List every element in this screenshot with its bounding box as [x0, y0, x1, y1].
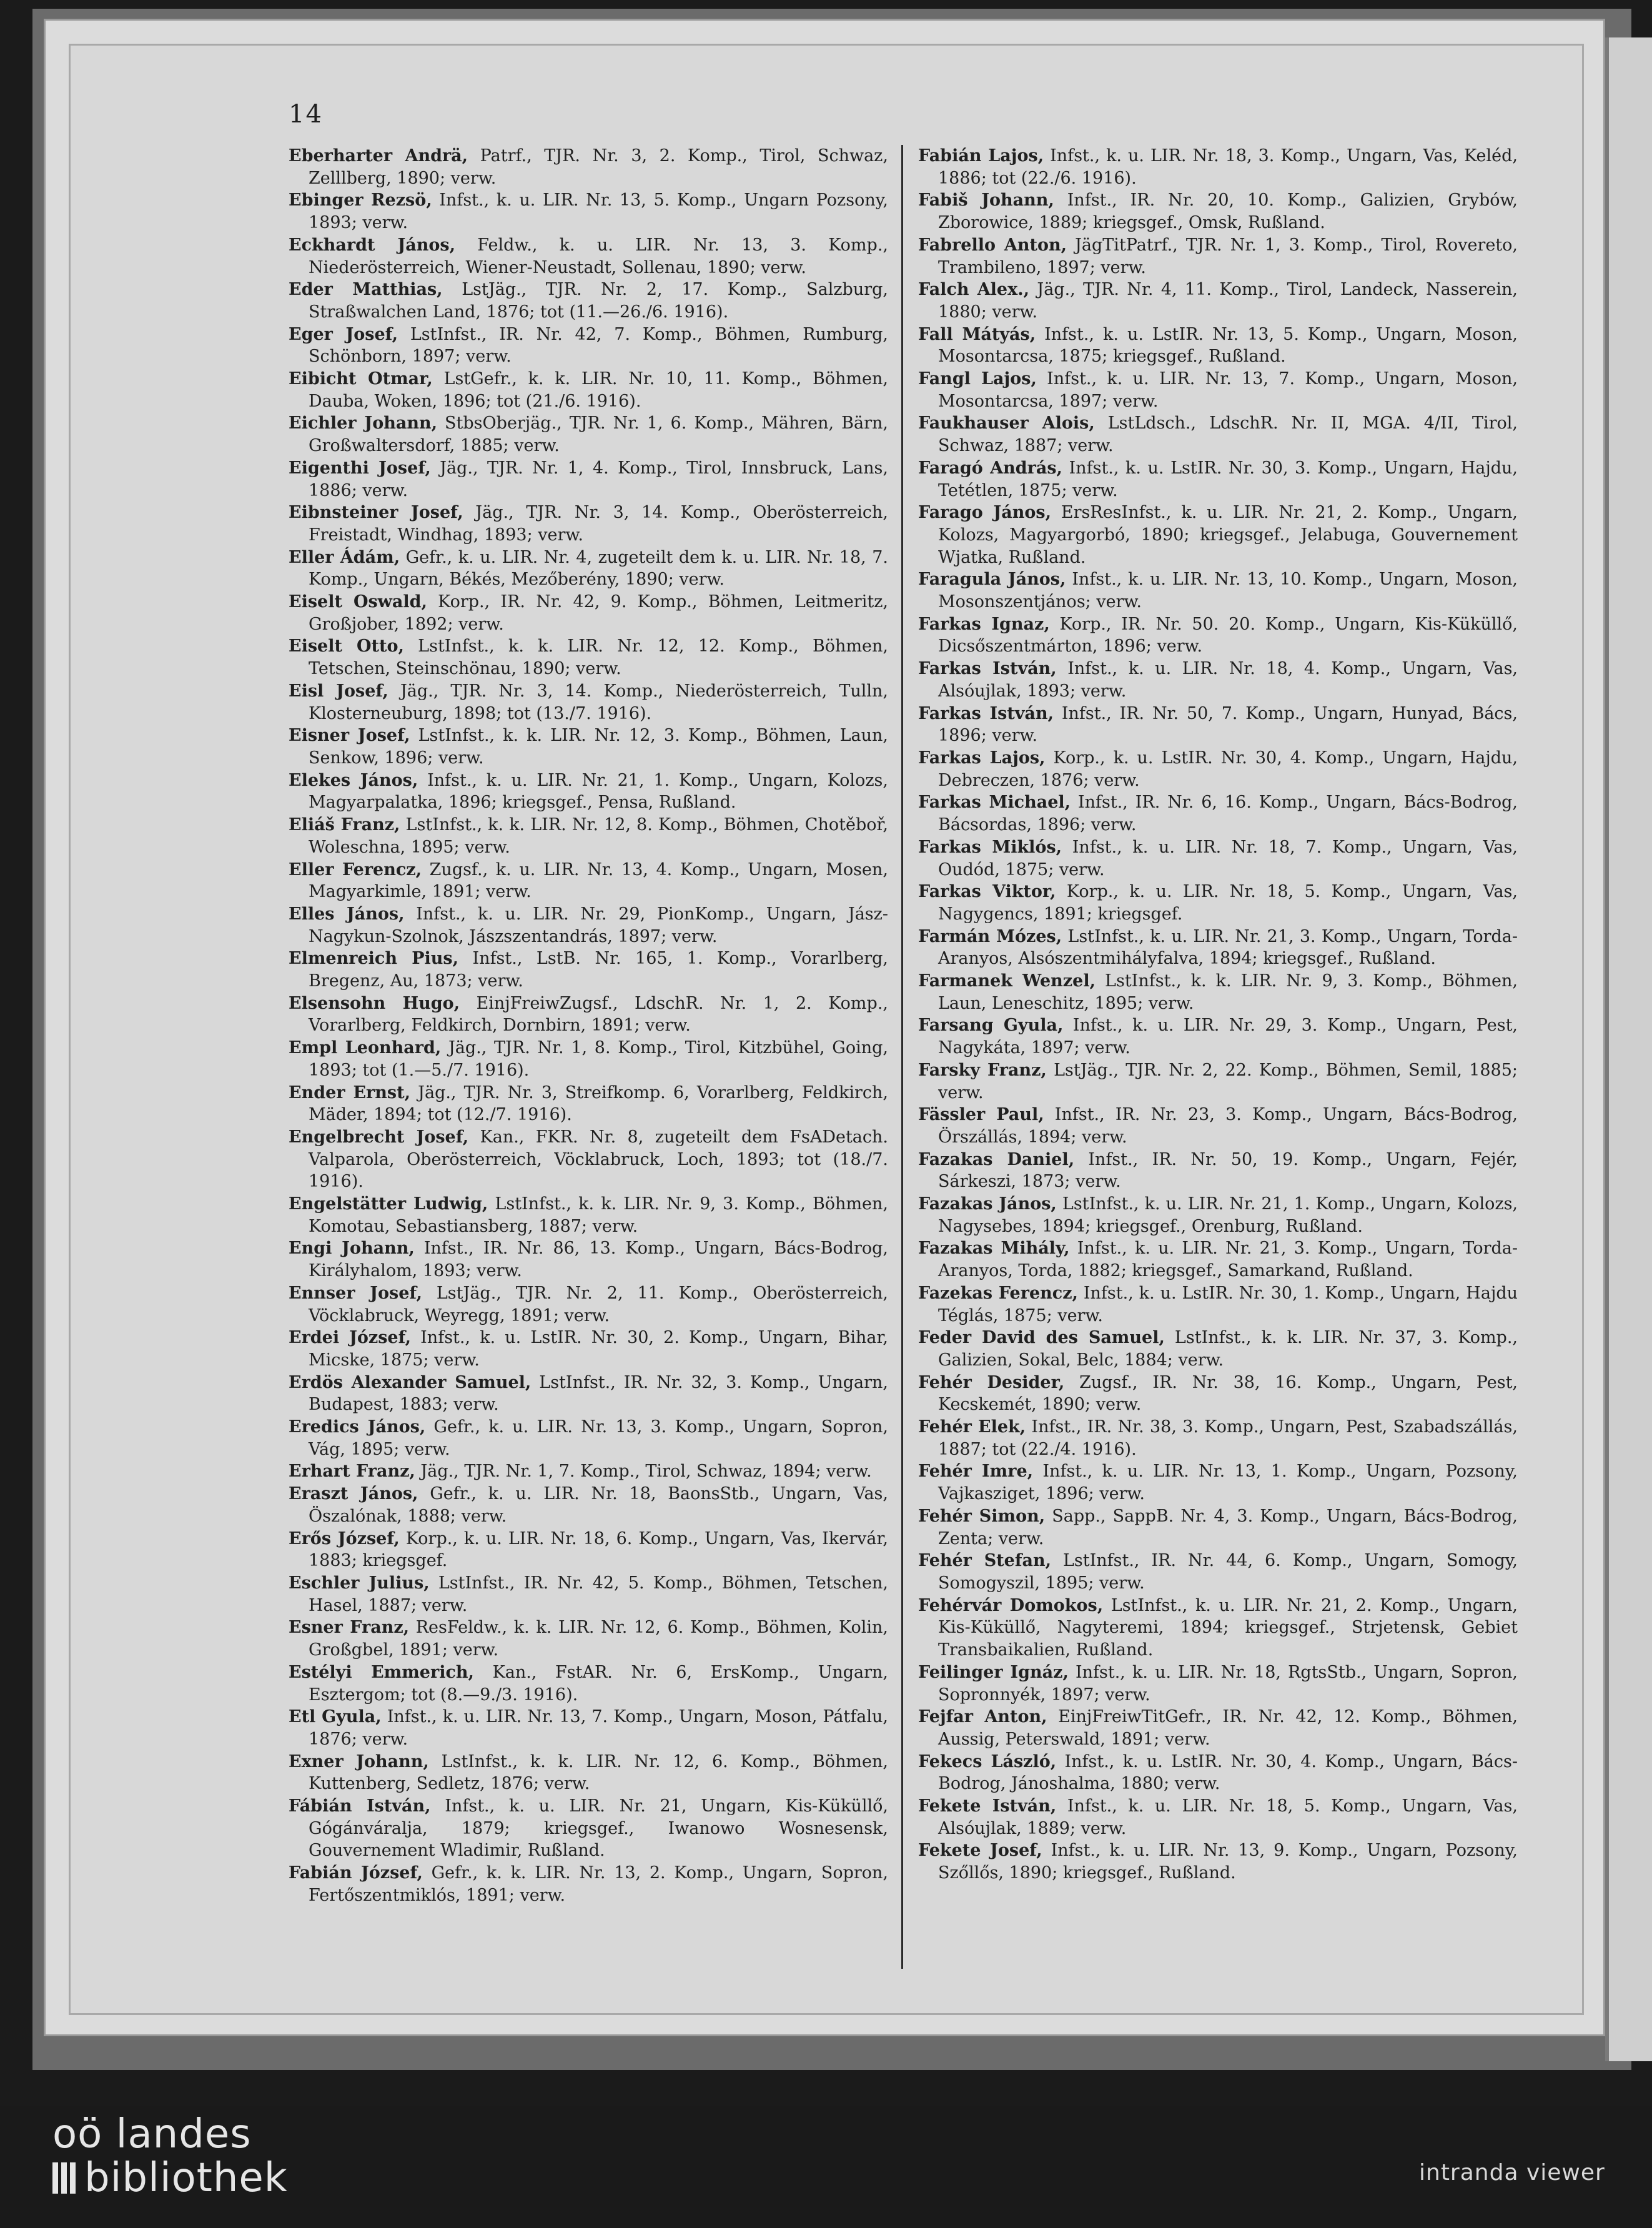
list-item: [918, 1751, 1518, 1795]
list-item: [289, 1126, 888, 1193]
entry-details: Korp., k. u. LIR. Nr. 18, 6. Komp., Ungarn, Vas, Ikervár, 1883; kriegsgef.: [309, 1528, 888, 1571]
entry-details: ResFeldw., k. k. LIR. Nr. 12, 6. Komp., Böhmen, Kolin, Großgbel, 1891; verw.: [309, 1618, 888, 1660]
logo-line-1: oö landes: [52, 2111, 252, 2157]
entry-name: Eiselt Oswald,: [289, 592, 427, 612]
list-item: [918, 1059, 1518, 1104]
entry-details: LstInfst., k. k. LIR. Nr. 12, 6. Komp., Böhmen, Kuttenberg, Sedletz, 1876; verw.: [309, 1751, 888, 1794]
entry-name: Engelbrecht Josef,: [289, 1127, 469, 1147]
list-item: [289, 1372, 888, 1416]
list-item: [289, 948, 888, 992]
list-item: [918, 881, 1518, 925]
entry-details: Feldw., k. u. LIR. Nr. 13, 3. Komp., Niederösterreich, Wiener-Neustadt, Sollenau, 1890; verw.: [309, 235, 888, 277]
entry-name: Fekete István,: [918, 1796, 1057, 1816]
list-item: [289, 770, 888, 814]
list-item: [289, 1082, 888, 1126]
left-column: [289, 145, 888, 1907]
entry-name: Fazakas Mihály,: [918, 1239, 1070, 1259]
entry-name: Erhart Franz,: [289, 1462, 415, 1482]
list-item: [918, 1550, 1518, 1594]
entry-name: Fall Mátyás,: [918, 324, 1036, 344]
entry-name: Fazakas Daniel,: [918, 1149, 1075, 1169]
list-item: [289, 591, 888, 635]
entry-name: Exner Johann,: [289, 1751, 429, 1771]
list-item: [289, 725, 888, 769]
entry-name: Ennser Josef,: [289, 1283, 422, 1303]
entry-details: Gefr., k. u. LIR. Nr. 4, zugeteilt dem k. u. LIR. Nr. 18, 7. Komp., Ungarn, Békés, Mezőberény, 1890; verw.: [309, 547, 889, 590]
entry-name: Farkas István,: [918, 659, 1057, 679]
list-item: [918, 1372, 1518, 1416]
list-item: [289, 324, 888, 368]
entry-details: Patrf., TJR. Nr. 3, 2. Komp., Tirol, Schwaz, Zelllberg, 1890; verw.: [309, 146, 888, 188]
list-item: [289, 1037, 888, 1081]
entry-name: Fazakas János,: [918, 1194, 1057, 1214]
list-item: [918, 324, 1518, 368]
entry-details: LstJäg., TJR. Nr. 2, 22. Komp., Böhmen, Semil, 1885; verw.: [938, 1060, 1518, 1102]
list-item: [289, 993, 888, 1037]
list-item: [289, 1282, 888, 1327]
entry-details: Korp., IR. Nr. 42, 9. Komp., Böhmen, Leitmeritz, Großjober, 1892; verw.: [309, 592, 889, 634]
entry-details: Infst., IR. Nr. 86, 13. Komp., Ungarn, Bács-Bodrog, Királyhalom, 1893; verw.: [309, 1239, 888, 1281]
list-item: [289, 1528, 888, 1572]
entry-details: ErsResInfst., k. u. LIR. Nr. 21, 2. Komp., Ungarn, Kolozs, Magyargorbó, 1890; kriegsgef., Jelabuga, Gouvernement Wjatka, Rußland.: [938, 503, 1518, 567]
list-item: [918, 836, 1518, 881]
logo-line-2-text: bibliothek: [84, 2155, 288, 2201]
entry-details: Infst., k. u. LstIR. Nr. 30, 1. Komp., Ungarn, Hajdu Téglás, 1875; verw.: [938, 1283, 1518, 1325]
entry-details: Kan., FstAR. Nr. 6, ErsKomp., Ungarn, Esztergom; tot (8.—9./3. 1916).: [309, 1662, 888, 1705]
entry-details: LstJäg., TJR. Nr. 2, 17. Komp., Salzburg, Straßwalchen Land, 1876; tot (11.—26./6. 1916).: [309, 280, 889, 322]
list-item: [289, 502, 888, 546]
entry-name: Etl Gyula,: [289, 1707, 382, 1727]
entry-details: LstInfst., k. u. LIR. Nr. 21, 1. Komp., Ungarn, Kolozs, Nagysebes, 1894; kriegsgef., Orenburg, Rußland.: [938, 1194, 1518, 1236]
entry-details: Gefr., k. u. LIR. Nr. 13, 3. Komp., Ungarn, Sopron, Vág, 1895; verw.: [309, 1417, 888, 1459]
list-item: [918, 1104, 1518, 1148]
entry-details: LstInfst., k. k. LIR. Nr. 9, 3. Komp., Böhmen, Laun, Leneschitz, 1895; verw.: [938, 971, 1518, 1013]
entry-details: Sapp., SappB. Nr. 4, 3. Komp., Ungarn, Bács-Bodrog, Zenta; verw.: [938, 1506, 1518, 1548]
entry-name: Erdös Alexander Samuel,: [289, 1372, 532, 1392]
entry-name: Fässler Paul,: [918, 1105, 1044, 1125]
list-item: [289, 1460, 888, 1483]
entry-details: Infst., k. u. LIR. Nr. 21, Ungarn, Kis-Küküllő, Gógánváralja, 1879; kriegsgef., Iwanowo Wosnesensk, Gouvernement Wladimir, Rußland.: [309, 1796, 888, 1861]
entry-name: Farmanek Wenzel,: [918, 971, 1096, 991]
list-item: [918, 1282, 1518, 1327]
entry-details: Infst., k. u. LIR. Nr. 13, 7. Komp., Ungarn, Moson, Mosontarcsa, 1897; verw.: [938, 369, 1518, 411]
list-item: [289, 1327, 888, 1371]
entry-details: EinjFreiwTitGefr., IR. Nr. 42, 12. Komp., Böhmen, Aussig, Peterswald, 1891; verw.: [938, 1707, 1518, 1749]
entry-details: Infst., IR. Nr. 50, 19. Komp., Ungarn, Fejér, Sárkeszi, 1873; verw.: [938, 1149, 1518, 1192]
entry-details: LstInfst., k. k. LIR. Nr. 12, 8. Komp., Böhmen, Chotěboř, Woleschna, 1895; verw.: [309, 815, 889, 857]
entry-name: Fabrello Anton,: [918, 235, 1067, 255]
entry-details: Infst., k. u. LstIR. Nr. 30, 3. Komp., Ungarn, Hajdu, Tetétlen, 1875; verw.: [938, 458, 1518, 500]
entry-details: Jäg., TJR. Nr. 3, 14. Komp., Oberösterreich, Freistadt, Windhag, 1893; verw.: [309, 503, 888, 545]
list-item: [918, 747, 1518, 791]
entry-name: Engelstätter Ludwig,: [289, 1194, 488, 1214]
entry-name: Eisl Josef,: [289, 681, 388, 701]
entry-name: Esner Franz,: [289, 1618, 410, 1638]
entry-name: Engi Johann,: [289, 1239, 415, 1259]
list-item: [918, 1661, 1518, 1706]
entry-name: Elsensohn Hugo,: [289, 993, 460, 1013]
entry-name: Feder David des Samuel,: [918, 1328, 1165, 1348]
entry-details: Infst., IR. Nr. 20, 10. Komp., Galizien, Grybów, Zborowice, 1889; kriegsgef., Omsk, Rußland.: [938, 191, 1518, 233]
list-item: [918, 457, 1518, 502]
entry-details: Infst., k. u. LIR. Nr. 13, 7. Komp., Ungarn, Moson, Pátfalu, 1876; verw.: [309, 1707, 888, 1749]
list-item: [918, 1014, 1518, 1059]
list-item: [289, 1416, 888, 1460]
page-number: 14: [289, 100, 323, 129]
library-logo[interactable]: [52, 2112, 288, 2200]
entry-name: Eibnsteiner Josef,: [289, 503, 463, 523]
entry-name: Eichler Johann,: [289, 413, 437, 433]
logo-line-2: [52, 2156, 288, 2200]
entry-name: Farkas Lajos,: [918, 748, 1046, 768]
entry-name: Eder Matthias,: [289, 280, 443, 300]
list-item: [918, 502, 1518, 568]
list-item: [918, 368, 1518, 412]
entry-name: Fabián Lajos,: [918, 146, 1044, 166]
entry-name: Farago János,: [918, 503, 1052, 523]
entry-name: Erős József,: [289, 1528, 400, 1548]
entry-name: Eller Ádám,: [289, 547, 400, 567]
entry-name: Farmán Mózes,: [918, 926, 1062, 946]
viewer-brand[interactable]: intranda viewer: [1419, 2160, 1605, 2186]
entry-name: Eisner Josef,: [289, 726, 410, 746]
entry-name: Farkas Michael,: [918, 793, 1071, 813]
entry-name: Farkas Viktor,: [918, 882, 1056, 902]
entry-name: Eredics János,: [289, 1417, 426, 1437]
list-item: [918, 703, 1518, 747]
list-item: [289, 814, 888, 858]
entry-details: Korp., k. u. LIR. Nr. 18, 5. Komp., Ungarn, Vas, Nagygencs, 1891; kriegsgef.: [938, 882, 1518, 924]
entry-details: Infst., k. u. LIR. Nr. 13, 10. Komp., Ungarn, Moson, Mosonszentjános; verw.: [938, 570, 1518, 612]
entry-details: Infst., k. u. LIR. Nr. 29, 3. Komp., Ungarn, Pest, Nagykáta, 1897; verw.: [938, 1016, 1518, 1058]
entry-name: Fehér Imre,: [918, 1462, 1034, 1482]
entry-name: Fabiš Johann,: [918, 191, 1054, 210]
entry-details: Infst., k. u. LstIR. Nr. 30, 4. Komp., Ungarn, Bács-Bodrog, Jánoshalma, 1880; verw.: [938, 1751, 1518, 1794]
entry-details: Jäg., TJR. Nr. 1, 7. Komp., Tirol, Schwaz, 1894; verw.: [415, 1462, 872, 1482]
entry-details: Korp., k. u. LstIR. Nr. 30, 4. Komp., Ungarn, Hajdu, Debreczen, 1876; verw.: [938, 748, 1518, 790]
entry-details: Infst., k. u. LIR. Nr. 13, 1. Komp., Ungarn, Pozsony, Vajkasziget, 1896; verw.: [938, 1462, 1518, 1504]
list-item: [289, 1617, 888, 1661]
list-item: [918, 189, 1518, 234]
column-divider: [901, 145, 903, 1969]
entry-name: Eckhardt János,: [289, 235, 455, 255]
entry-details: Infst., IR. Nr. 6, 16. Komp., Ungarn, Bács-Bodrog, Bácsordas, 1896; verw.: [938, 793, 1518, 835]
entry-name: Estélyi Emmerich,: [289, 1662, 474, 1682]
entry-details: LstInfst., k. k. LIR. Nr. 37, 3. Komp., Galizien, Sokal, Belc, 1884; verw.: [938, 1328, 1518, 1370]
list-item: [289, 457, 888, 502]
entry-name: Eliáš Franz,: [289, 815, 400, 835]
entry-details: Jäg., TJR. Nr. 1, 4. Komp., Tirol, Innsbruck, Lans, 1886; verw.: [309, 458, 888, 500]
list-item: [918, 1149, 1518, 1193]
entry-name: Ender Ernst,: [289, 1082, 410, 1102]
entry-details: Jäg., TJR. Nr. 3, Streifkomp. 6, Vorarlberg, Feldkirch, Mäder, 1894; tot (12./7. 1916).: [309, 1082, 888, 1125]
entry-name: Ebinger Rezsö,: [289, 191, 432, 210]
entry-details: Korp., IR. Nr. 50. 20. Komp., Ungarn, Kis-Küküllő, Dicsőszentmárton, 1896; verw.: [938, 614, 1518, 656]
entry-name: Eraszt János,: [289, 1484, 418, 1504]
list-item: [289, 189, 888, 234]
list-item: [918, 970, 1518, 1014]
entry-details: StbsOberjäg., TJR. Nr. 1, 6. Komp., Mähren, Bärn, Großwaltersdorf, 1885; verw.: [309, 413, 888, 456]
next-page-edge: [1605, 37, 1652, 2061]
entry-details: Gefr., k. k. LIR. Nr. 13, 2. Komp., Ungarn, Sopron, Fertőszentmiklós, 1891; verw.: [309, 1863, 888, 1905]
entry-details: LstInfst., IR. Nr. 32, 3. Komp., Ungarn, Budapest, 1883; verw.: [309, 1372, 889, 1415]
entry-details: Infst., IR. Nr. 23, 3. Komp., Ungarn, Bács-Bodrog, Örszállás, 1894; verw.: [938, 1105, 1518, 1147]
entry-name: Fehér Elek,: [918, 1417, 1026, 1437]
entry-details: Infst., IR. Nr. 50, 7. Komp., Ungarn, Hunyad, Bács, 1896; verw.: [938, 703, 1518, 746]
entry-name: Fazekas Ferencz,: [918, 1283, 1078, 1303]
list-item: [289, 234, 888, 279]
entry-details: Infst., k. u. LstIR. Nr. 13, 5. Komp., Ungarn, Moson, Mosontarcsa, 1875; kriegsgef., Rußland.: [938, 324, 1518, 367]
logo-bars-icon: [52, 2162, 76, 2194]
entry-name: Faukhauser Alois,: [918, 413, 1095, 433]
entry-details: Infst., LstB. Nr. 165, 1. Komp., Vorarlberg, Bregenz, Au, 1873; verw.: [309, 949, 888, 991]
list-item: [918, 1460, 1518, 1505]
entry-name: Farkas Miklós,: [918, 837, 1062, 857]
list-item: [289, 1193, 888, 1237]
list-item: [918, 279, 1518, 323]
entry-name: Fehér Simon,: [918, 1506, 1046, 1526]
entry-name: Feilinger Ignáz,: [918, 1662, 1069, 1682]
entry-name: Fehér Stefan,: [918, 1551, 1051, 1571]
entry-name: Eberharter Andrä,: [289, 146, 468, 166]
list-item: [918, 613, 1518, 658]
entry-details: Kan., FKR. Nr. 8, zugeteilt dem FsADetach. Valparola, Oberösterreich, Vöcklabruck, Loch, 1893; tot (18./7. 1916).: [309, 1127, 888, 1192]
list-item: [918, 412, 1518, 457]
entry-name: Fekecs László,: [918, 1751, 1057, 1771]
list-item: [289, 412, 888, 457]
list-item: [289, 1237, 888, 1282]
list-item: [289, 1661, 888, 1706]
entry-name: Farsang Gyula,: [918, 1016, 1064, 1036]
list-item: [289, 903, 888, 948]
list-item: [289, 1483, 888, 1527]
entry-name: Elles János,: [289, 904, 405, 924]
entry-name: Fábián István,: [289, 1796, 431, 1816]
entry-details: EinjFreiwZugsf., LdschR. Nr. 1, 2. Komp., Vorarlberg, Feldkirch, Dornbirn, 1891; verw.: [309, 993, 888, 1036]
entry-details: Jäg., TJR. Nr. 4, 11. Komp., Tirol, Landeck, Nasserein, 1880; verw.: [938, 280, 1518, 322]
list-item: [289, 279, 888, 323]
entry-name: Fabián József,: [289, 1863, 423, 1883]
list-item: [918, 1505, 1518, 1550]
entry-details: LstJäg., TJR. Nr. 2, 11. Komp., Oberösterreich, Vöcklabruck, Weyregg, 1891; verw.: [309, 1283, 888, 1325]
entry-details: Zugsf., k. u. LIR. Nr. 13, 4. Komp., Ungarn, Mosen, Magyarkimle, 1891; verw.: [309, 859, 888, 902]
entry-details: Infst., k. u. LIR. Nr. 13, 9. Komp., Ungarn, Pozsony, Szőllős, 1890; kriegsgef., Rußland.: [938, 1841, 1518, 1883]
list-item: [918, 1237, 1518, 1282]
entry-details: LstInfst., IR. Nr. 42, 5. Komp., Böhmen, Tetschen, Hasel, 1887; verw.: [309, 1573, 888, 1615]
list-item: [918, 1416, 1518, 1460]
entry-name: Eibicht Otmar,: [289, 369, 433, 389]
list-item: [918, 1706, 1518, 1750]
entry-details: LstInfst., k. u. LIR. Nr. 21, 3. Komp., Ungarn, Torda-Aranyos, Alsószentmihályfalva, 1894; kriegsgef., Rußland.: [938, 926, 1518, 969]
entry-details: Infst., k. u. LIR. Nr. 21, 3. Komp., Ungarn, Torda-Aranyos, Torda, 1882; kriegsgef., Samarkand, Rußland.: [938, 1239, 1518, 1281]
entry-name: Elmenreich Pius,: [289, 949, 459, 969]
list-item: [918, 1595, 1518, 1661]
entry-name: Erdei József,: [289, 1328, 411, 1348]
entry-details: LstInfst., k. u. LIR. Nr. 21, 2. Komp., Ungarn, Kis-Küküllő, Nagyteremi, 1894; kriegsgef., Strjetensk, Gebiet Transbaikalien, Rußland.: [938, 1595, 1518, 1660]
list-item: [289, 368, 888, 412]
entry-details: Infst., k. u. LIR. Nr. 21, 1. Komp., Ungarn, Kolozs, Magyarpalatka, 1896; kriegsgef., Pensa, Rußland.: [309, 770, 888, 813]
entry-details: Infst., k. u. LIR. Nr. 29, PionKomp., Ungarn, Jász-Nagykun-Szolnok, Jászszentandrás, 1897; verw.: [309, 904, 888, 946]
entry-name: Empl Leonhard,: [289, 1038, 442, 1058]
entry-details: Zugsf., IR. Nr. 38, 16. Komp., Ungarn, Pest, Kecskemét, 1890; verw.: [938, 1372, 1518, 1415]
entry-details: LstGefr., k. k. LIR. Nr. 10, 11. Komp., Böhmen, Dauba, Woken, 1896; tot (21./6. 1916).: [309, 369, 888, 411]
entry-name: Eschler Julius,: [289, 1573, 430, 1593]
entry-details: Jäg., TJR. Nr. 1, 8. Komp., Tirol, Kitzbühel, Going, 1893; tot (1.—5./7. 1916).: [309, 1038, 889, 1080]
entry-details: Infst., k. u. LIR. Nr. 18, 5. Komp., Ungarn, Vas, Alsóujlak, 1889; verw.: [938, 1796, 1518, 1838]
entry-name: Fangl Lajos,: [918, 369, 1037, 389]
entry-name: Eller Ferencz,: [289, 859, 422, 879]
entry-name: Fehérvár Domokos,: [918, 1595, 1104, 1615]
entry-details: Infst., IR. Nr. 38, 3. Komp., Ungarn, Pest, Szabadszállás, 1887; tot (22./4. 1916).: [938, 1417, 1518, 1459]
entry-name: Fehér Desider,: [918, 1372, 1065, 1392]
list-item: [918, 1839, 1518, 1884]
entry-name: Farsky Franz,: [918, 1060, 1047, 1080]
entry-name: Eger Josef,: [289, 324, 398, 344]
list-item: [918, 234, 1518, 279]
entry-name: Elekes János,: [289, 770, 418, 790]
entry-details: LstInfst., IR. Nr. 42, 7. Komp., Böhmen, Rumburg, Schönborn, 1897; verw.: [309, 324, 888, 367]
list-item: [289, 1706, 888, 1750]
entry-name: Falch Alex.,: [918, 280, 1030, 300]
list-item: [289, 1751, 888, 1795]
right-column: [918, 145, 1518, 1884]
list-item: [289, 1795, 888, 1862]
entry-details: LstInfst., k. k. LIR. Nr. 9, 3. Komp., Böhmen, Komotau, Sebastiansberg, 1887; verw.: [309, 1194, 888, 1236]
list-item: [289, 635, 888, 680]
entry-details: Infst., k. u. LIR. Nr. 18, 4. Komp., Ungarn, Vas, Alsóujlak, 1893; verw.: [938, 659, 1518, 701]
list-item: [289, 859, 888, 903]
entry-details: Gefr., k. u. LIR. Nr. 18, BaonsStb., Ungarn, Vas, Öszalónak, 1888; verw.: [309, 1484, 888, 1526]
list-item: [918, 145, 1518, 189]
entry-details: Infst., k. u. LIR. Nr. 13, 5. Komp., Ungarn Pozsony, 1893; verw.: [309, 191, 888, 233]
entry-name: Fekete Josef,: [918, 1841, 1042, 1861]
list-item: [918, 1327, 1518, 1371]
entry-name: Fejfar Anton,: [918, 1707, 1047, 1727]
entry-details: LstInfst., k. k. LIR. Nr. 12, 12. Komp., Böhmen, Tetschen, Steinschönau, 1890; verw.: [309, 636, 889, 679]
list-item: [289, 145, 888, 189]
entry-details: Infst., k. u. LstIR. Nr. 30, 2. Komp., Ungarn, Bihar, Micske, 1875; verw.: [309, 1328, 888, 1370]
entry-details: LstInfst., IR. Nr. 44, 6. Komp., Ungarn, Somogy, Somogyszil, 1895; verw.: [938, 1551, 1518, 1593]
entry-name: Farkas Ignaz,: [918, 614, 1050, 634]
list-item: [289, 1862, 888, 1906]
entry-name: Eiselt Otto,: [289, 636, 404, 656]
list-item: [289, 1572, 888, 1617]
entry-details: LstInfst., k. k. LIR. Nr. 12, 3. Komp., Böhmen, Laun, Senkow, 1896; verw.: [309, 726, 888, 768]
list-item: [918, 568, 1518, 613]
entry-name: Faragula János,: [918, 570, 1066, 590]
entry-details: Infst., k. u. LIR. Nr. 18, 7. Komp., Ungarn, Vas, Oudód, 1875; verw.: [938, 837, 1518, 879]
list-item: [918, 1193, 1518, 1237]
entry-name: Eigenthi Josef,: [289, 458, 431, 478]
list-item: [918, 791, 1518, 836]
entry-details: JägTitPatrf., TJR. Nr. 1, 3. Komp., Tirol, Rovereto, Trambileno, 1897; verw.: [938, 235, 1518, 277]
entry-details: Jäg., TJR. Nr. 3, 14. Komp., Niederösterreich, Tulln, Klosterneuburg, 1898; tot (13./7. 1916).: [309, 681, 889, 723]
entry-details: Infst., k. u. LIR. Nr. 18, RgtsStb., Ungarn, Sopron, Sopronnyék, 1897; verw.: [938, 1662, 1518, 1705]
entry-name: Faragó András,: [918, 458, 1062, 478]
list-item: [289, 547, 888, 591]
list-item: [918, 1795, 1518, 1839]
list-item: [289, 680, 888, 725]
list-item: [918, 658, 1518, 702]
entry-details: LstLdsch., LdschR. Nr. II, MGA. 4/II, Tirol, Schwaz, 1887; verw.: [938, 413, 1518, 456]
entry-name: Farkas István,: [918, 703, 1054, 723]
entry-details: Infst., k. u. LIR. Nr. 18, 3. Komp., Ungarn, Vas, Keléd, 1886; tot (22./6. 1916).: [938, 146, 1518, 188]
list-item: [918, 926, 1518, 970]
